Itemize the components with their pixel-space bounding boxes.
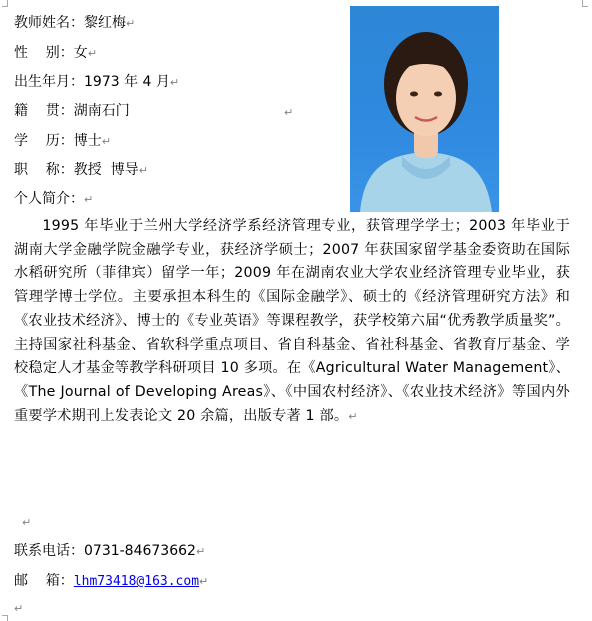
paragraph-mark: ↵ [87, 47, 98, 60]
page-corner-mark [582, 0, 588, 7]
page-corner-mark [2, 0, 8, 7]
email-line: 邮 箱：lhm73418@163.com↵ [14, 573, 209, 589]
paragraph-mark: ↵ [348, 409, 358, 423]
page-corner-mark [2, 615, 8, 621]
paragraph-mark: ↵ [14, 602, 24, 615]
profile-photo [350, 6, 499, 212]
title-line: 职 称：教授 博导↵ [14, 162, 148, 178]
birth-line: 出生年月：1973 年 4 月↵ [14, 74, 180, 90]
origin-line: 籍 贯：湖南石门 [14, 103, 130, 119]
paragraph-mark: ↵ [22, 516, 32, 529]
paragraph-mark: ↵ [199, 575, 209, 588]
paragraph-mark: ↵ [195, 545, 206, 558]
paragraph-mark: ↵ [84, 193, 94, 206]
phone-line: 联系电话：0731-84673662↵ [14, 543, 206, 559]
intro-heading: 个人简介：↵ [14, 191, 94, 207]
email-link[interactable]: lhm73418@163.com [73, 574, 200, 589]
paragraph-mark: ↵ [284, 106, 294, 119]
paragraph-mark: ↵ [126, 17, 136, 30]
education-line: 学 历：博士↵ [14, 133, 112, 149]
paragraph-mark: ↵ [138, 164, 148, 177]
name-line: 教师姓名：黎红梅↵ [14, 15, 136, 31]
paragraph-mark: ↵ [101, 135, 112, 148]
bio-paragraph: 1995 年毕业于兰州大学经济学系经济管理专业，获管理学学士；2003 年毕业于湖南大学金融学院金融学专业，获经济学硕士；2007 年获国家留学基金委资助在国际水稻研究所（菲律宾）留学一年；2009 年在湖南农业大学农业经济管理专业毕业，获管理学博士学位。主要承担本科生的《国际金融学》、硕士的《经济管理研究方法》和《农业技术经济》、博士的《专业英语》等课程教学，获学校第六届“优秀教学质量奖”。主持国家社科基金、省软科学重点项目、省自科基金、省社科基金、省教育厅基金、学校稳定人才基金等教学科研项目 10 多项。在《Agricultural Water Management》、《The Journal of Developing Areas》、《中国农村经济》、《农业技术经济》等国内外重要学术期刊上发表论文 20 余篇，出版专著 1 部。↵ [14, 218, 570, 424]
gender-line: 性 别：女↵ [14, 45, 98, 61]
paragraph-mark: ↵ [169, 76, 180, 89]
